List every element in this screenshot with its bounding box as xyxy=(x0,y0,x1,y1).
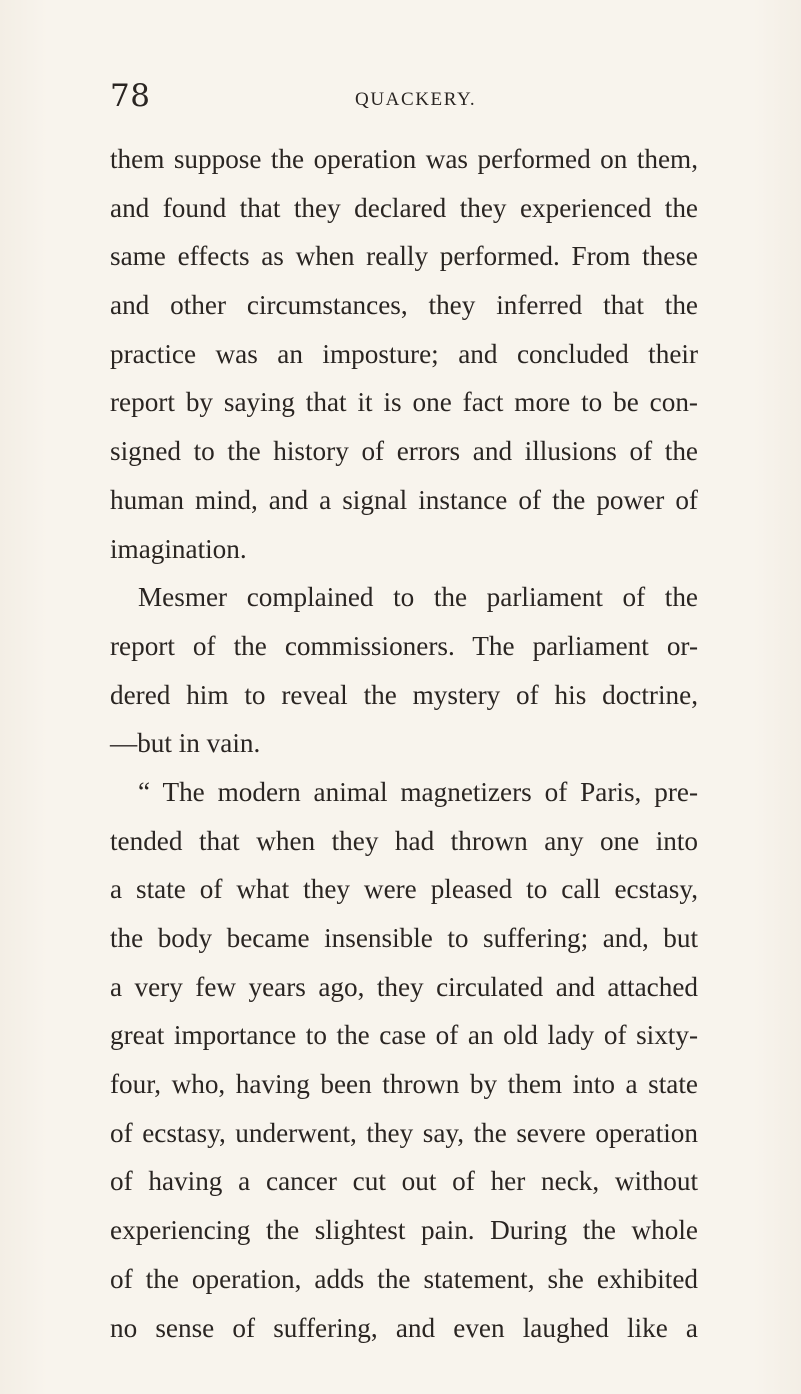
text-line: “ The modern animal magnetizers of Paris, pre- xyxy=(138,776,698,807)
text-line: report by saying that it is one fact more to be con- xyxy=(110,387,698,418)
text-line: the body became insensible to suffering; and, but xyxy=(110,923,698,953)
text-line: report of the commissioners. The parliament or- xyxy=(110,630,698,661)
text-line: a very few years ago, they circulated and attached xyxy=(110,971,698,1002)
text-line: of having a cancer cut out of her neck, without xyxy=(110,1166,698,1197)
page-header xyxy=(110,80,710,116)
page-number: 78 xyxy=(110,78,151,114)
text-line: of the operation, adds the statement, she exhibited xyxy=(110,1263,698,1294)
text-line: imagination. xyxy=(110,533,247,564)
text-line: and other circumstances, they inferred that the xyxy=(110,290,698,321)
text-line: no sense of suffering, and even laughed like a xyxy=(110,1312,698,1343)
text-line: —but in vain. xyxy=(110,728,261,759)
text-line: and found that they declared they experienced the xyxy=(110,192,698,223)
text-line: them suppose the operation was performed on them, xyxy=(110,144,698,174)
text-line: tended that when they had thrown any one into xyxy=(110,825,698,856)
body-text xyxy=(110,135,698,1352)
running-title: QUACKERY. xyxy=(355,89,477,110)
text-line: of ecstasy, underwent, they say, the severe operation xyxy=(110,1117,698,1148)
text-line: four, who, having been thrown by them into a state xyxy=(110,1069,698,1100)
text-line: great importance to the case of an old lady of sixty- xyxy=(110,1020,698,1051)
text-line: dered him to reveal the mystery of his doctrine, xyxy=(110,679,698,710)
text-line: a state of what they were pleased to call ecstasy, xyxy=(110,874,698,905)
text-line: human mind, and a signal instance of the power of xyxy=(110,484,698,515)
text-line: experiencing the slightest pain. During the whole xyxy=(110,1215,698,1246)
text-line: Mesmer complained to the parliament of the xyxy=(138,582,698,613)
text-line: practice was an imposture; and concluded their xyxy=(110,338,698,369)
text-line: signed to the history of errors and illusions of the xyxy=(110,436,698,467)
text-line: same effects as when really performed. From these xyxy=(110,241,698,272)
